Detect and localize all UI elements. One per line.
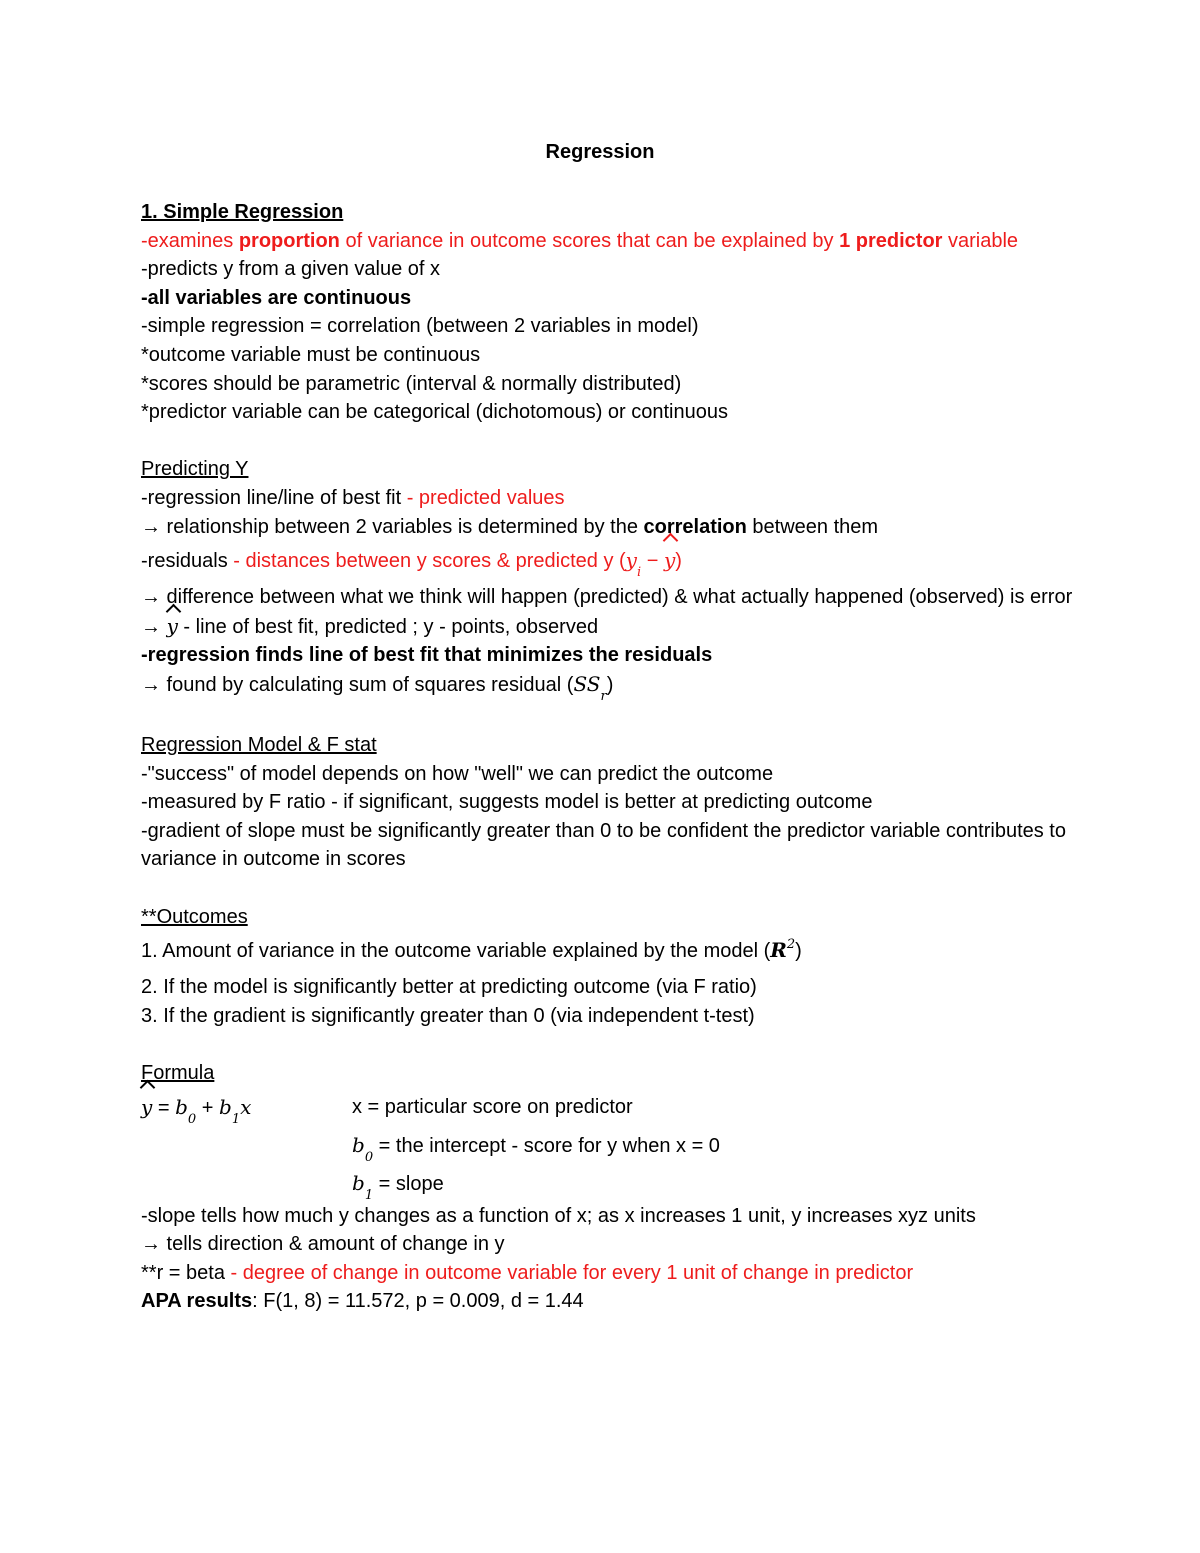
y-hat-symbol: y: [167, 612, 178, 641]
text-line: *predictor variable can be categorical (dichotomous) or continuous: [141, 401, 728, 424]
formula-row: [141, 1126, 1081, 1164]
section-heading-regression-model: Regression Model & F stat: [141, 734, 377, 757]
text-line: → y - line of best fit, predicted ; y - points, observed: [141, 612, 1081, 642]
definition-x: x = particular score on predictor: [352, 1095, 633, 1118]
text-line: -predicts y from a given value of x: [141, 258, 441, 281]
formula-row: [141, 1164, 1081, 1202]
section-heading-simple-regression: 1. Simple Regression: [141, 201, 344, 223]
definition-b0: $b_0$ = the intercept - score for y when x = 0: [352, 1132, 720, 1165]
text-line: -all variables are continuous: [141, 286, 412, 309]
regression-equation: $y = b_0 + b_1x$: [141, 1088, 251, 1130]
section-heading-formula: Formula: [141, 1062, 215, 1085]
text-line: *outcome variable must be continuous: [141, 343, 481, 366]
text-line: -regression finds line of best fit that minimizes the residuals: [141, 644, 713, 667]
page-title: Regression: [545, 141, 655, 163]
section-heading-outcomes: **Outcomes: [141, 905, 248, 928]
outcome-item: 1. Amount of variance in the outcome variable explained by the model $(R^2)$: [141, 937, 802, 963]
formula-row: [141, 1088, 1081, 1126]
outcome-item: 3. If the gradient is significantly greater than 0 (via independent t-test): [141, 1004, 755, 1027]
text-line: -"success" of model depends on how "well" we can predict the outcome: [141, 762, 774, 785]
text-line: -regression line/line of best fit - predicted values: [141, 486, 565, 509]
document-body: [141, 198, 1081, 1316]
section-heading-predicting-y: Predicting Y: [141, 458, 249, 481]
text-line: → difference between what we think will happen (predicted) & what actually happened (observed) is error: [141, 586, 1073, 609]
text-line: **r = beta - degree of change in outcome variable for every 1 unit of change in predictor: [141, 1261, 914, 1284]
text-line: -residuals - distances between y scores & predicted y $(y_i - y)$: [141, 541, 1081, 583]
text-line: -simple regression = correlation (between 2 variables in model): [141, 315, 699, 338]
text-line: -measured by F ratio - if significant, suggests model is better at predicting outcome: [141, 791, 873, 814]
text-line: → tells direction & amount of change in y: [141, 1233, 505, 1256]
text-line: -slope tells how much y changes as a function of x; as x increases 1 unit, y increases xyz units: [141, 1204, 976, 1227]
text-line: *scores should be parametric (interval & normally distributed): [141, 372, 682, 395]
text-line: → relationship between 2 variables is determined by the correlation between them: [141, 515, 879, 538]
apa-results: APA results: F(1, 8) = 11.572, p = 0.009, d = 1.44: [141, 1290, 584, 1313]
outcome-item: 2. If the model is significantly better at predicting outcome (via F ratio): [141, 976, 757, 999]
text-line: → found by calculating sum of squares residual $(SS_r)$: [141, 671, 614, 704]
y-hat-symbol: y: [141, 1088, 152, 1126]
text-line: -gradient of slope must be significantly greater than 0 to be confident the predictor variable contributes to variance in outcome in scores: [141, 819, 1066, 871]
y-hat-symbol: y: [664, 541, 675, 579]
definition-b1: $b_1$ = slope: [352, 1170, 444, 1203]
text-line: -examines proportion of variance in outcome scores that can be explained by 1 predictor variable: [141, 229, 1019, 252]
